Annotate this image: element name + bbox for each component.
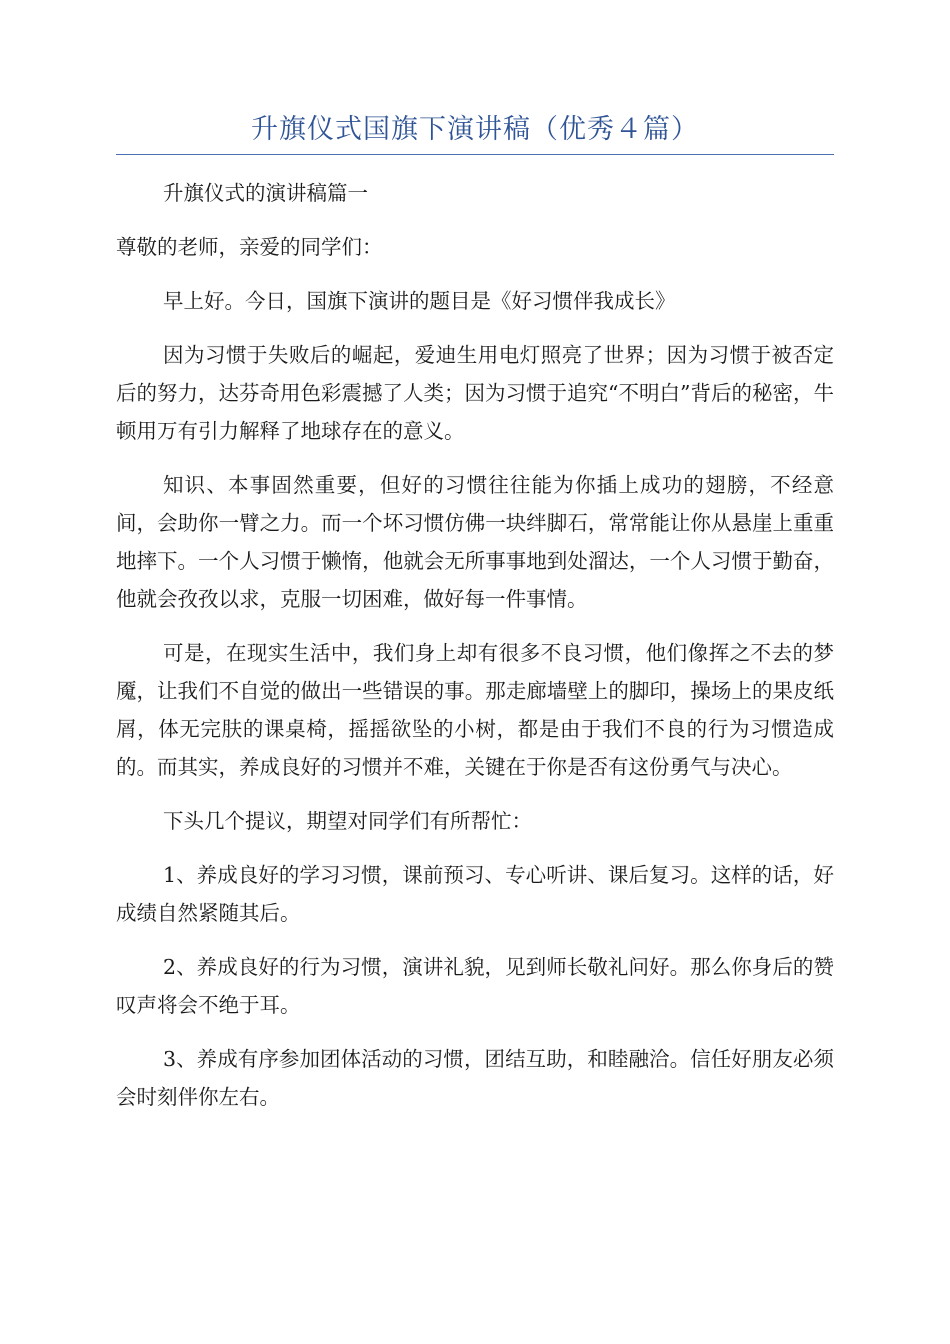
suggestion-item: 1、养成良好的学习习惯，课前预习、专心听讲、课后复习。这样的话，好成绩自然紧随其后。 xyxy=(116,863,834,925)
suggestion-item: 3、养成有序参加团体活动的习惯，团结互助，和睦融洽。信任好朋友必须会时刻伴你左右。 xyxy=(116,1047,834,1109)
paragraph: 因为习惯于失败后的崛起，爱迪生用电灯照亮了世界；因为习惯于被否定后的努力，达芬奇用色彩震撼了人类；因为习惯于追究“不明白”背后的秘密，牛顿用万有引力解释了地球存在的意义。 xyxy=(116,343,834,443)
title-underline xyxy=(116,154,834,155)
document-body xyxy=(116,174,834,1132)
salutation: 尊敬的老师，亲爱的同学们： xyxy=(116,235,383,259)
paragraph-suggestions-intro: 下头几个提议，期望对同学们有所帮忙： xyxy=(163,809,532,833)
paragraph: 可是，在现实生活中，我们身上却有很多不良习惯，他们像挥之不去的梦魇，让我们不自觉的做出一些错误的事。那走廊墙壁上的脚印，操场上的果皮纸屑，体无完肤的课桌椅，摇摇欲坠的小树，都是由于我们不良的行为习惯造成的。而其实，养成良好的习惯并不难，关键在于你是否有这份勇气与决心。 xyxy=(116,641,834,779)
paragraph: 知识、本事固然重要，但好的习惯往往能为你插上成功的翅膀，不经意间，会助你一臂之力。而一个坏习惯仿佛一块绊脚石，常常能让你从悬崖上重重地摔下。一个人习惯于懒惰，他就会无所事事地到处溜达，一个人习惯于勤奋，他就会孜孜以求，克服一切困难，做好每一件事情。 xyxy=(116,473,834,611)
document-title: 升旗仪式国旗下演讲稿（优秀４篇） xyxy=(251,114,699,145)
suggestion-item: 2、养成良好的行为习惯，演讲礼貌，见到师长敬礼问好。那么你身后的赞叹声将会不绝于耳。 xyxy=(116,955,834,1017)
paragraph-greeting: 早上好。今日，国旗下演讲的题目是《好习惯伴我成长》 xyxy=(163,289,676,313)
section-heading: 升旗仪式的演讲稿篇一 xyxy=(163,181,368,205)
